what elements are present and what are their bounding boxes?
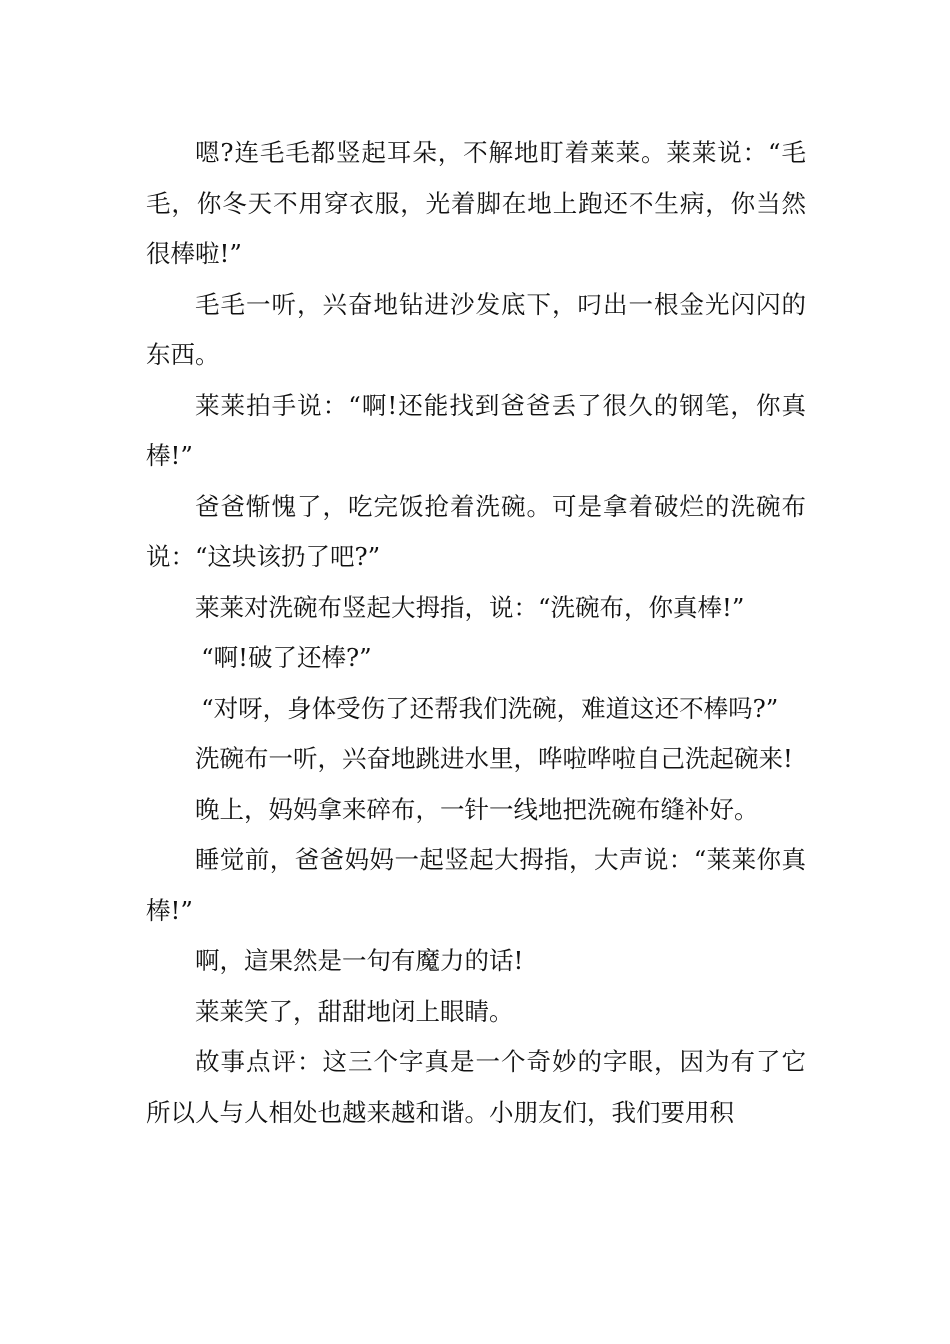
paragraph: 毛毛一听，兴奋地钻进沙发底下，叼出一根金光闪闪的东西。: [146, 289, 806, 369]
paragraph: 莱莱拍手说：“啊!还能找到爸爸丢了很久的钢笔，你真棒!”: [146, 390, 806, 470]
paragraph: “对呀，身体受伤了还帮我们洗碗，难道这还不棒吗?”: [201, 693, 779, 723]
paragraph: 嗯?连毛毛都竖起耳朵，不解地盯着莱莱。莱莱说：“毛毛，你冬天不用穿衣服，光着脚在地上跑还不生病，你当然很棒啦!”: [146, 138, 806, 268]
paragraph: 莱莱笑了，甜甜地闭上眼睛。: [195, 996, 514, 1026]
paragraph: 爸爸惭愧了，吃完饭抢着洗碗。可是拿着破烂的洗碗布说：“这块该扔了吧?”: [146, 491, 806, 571]
paragraph: 洗碗布一听，兴奋地跳进水里，哗啦哗啦自己洗起碗来!: [195, 744, 793, 773]
story-text: [146, 128, 806, 1138]
paragraph: 晚上，妈妈拿来碎布，一针一线地把洗碗布缝补好。: [195, 794, 759, 824]
paragraph: 故事点评：这三个字真是一个奇妙的字眼，因为有了它所以人与人相处也越来越和谐。小朋友们，我们要用积: [146, 1047, 806, 1127]
paragraph: 睡觉前，爸爸妈妈一起竖起大拇指，大声说：“莱莱你真棒!”: [146, 845, 806, 925]
paragraph: 莱莱对洗碗布竖起大拇指，说：“洗碗布，你真棒!”: [195, 592, 745, 622]
paragraph: “啊!破了还棒?”: [201, 643, 372, 672]
paragraph: 啊，這果然是一句有魔力的话!: [195, 946, 524, 975]
